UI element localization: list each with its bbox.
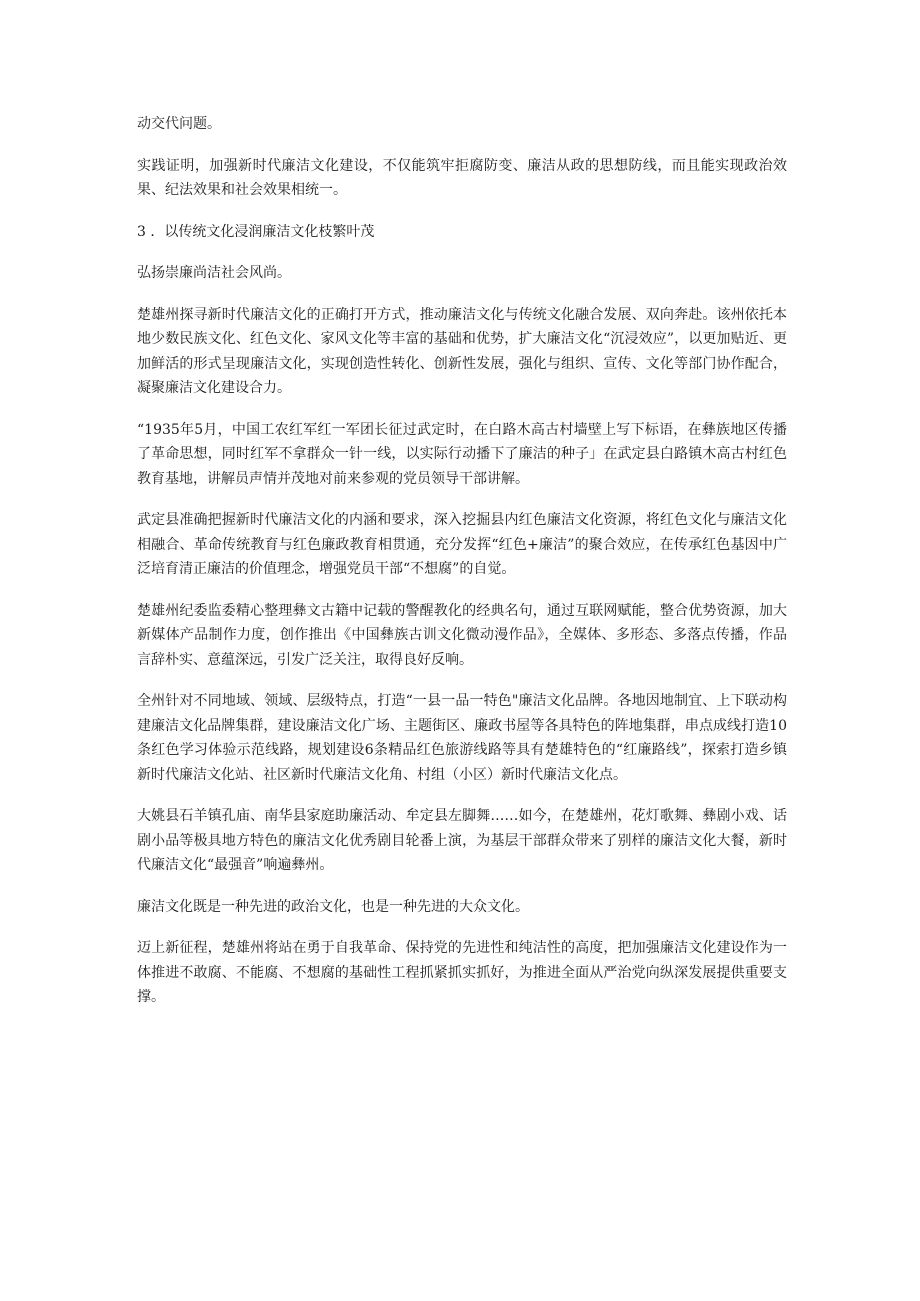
paragraph: 武定县准确把握新时代廉洁文化的内涵和要求，深入挖掘县内红色廉洁文化资源，将红色文化与廉洁文化相融合、革命传统教育与红色廉政教育相贯通，充分发挥“红色+廉洁”的聚合效应，在传承红色基因中广泛培育清正廉洁的价值理念，增强党员干部“不想腐”的自觉。 — [137, 512, 787, 577]
paragraph: 全州针对不同地域、领域、层级特点，打造“一县一品一特色"廉洁文化品牌。各地因地制宜、上下联动构建廉洁文化品牌集群，建设廉洁文化广场、主题街区、廉政书屋等各具特色的阵地集群，串点成线打造10条红色学习体验示范线路，规划建设6条精品红色旅游线路等具有楚雄特色的“红廉路线”，探索打造乡镇新时代廉洁文化站、社区新时代廉洁文化角、村组（小区）新时代廉洁文化点。 — [137, 693, 787, 783]
paragraph: 弘扬崇廉尚洁社会风尚。 — [137, 265, 291, 281]
document-body — [137, 112, 787, 1027]
section-heading: 3 ．以传统文化浸润廉洁文化枝繁叶茂 — [137, 223, 375, 240]
paragraph: 楚雄州纪委监委精心整理彝文古籍中记载的警醒教化的经典名句，通过互联网赋能，整合优势资源，加大新媒体产品制作力度，创作推出《中国彝族古训文化微动漫作品》，全媒体、多形态、多落点传播，作品言辞朴实、意蕴深远，引发广泛关注，取得良好反响。 — [137, 602, 787, 668]
paragraph: 迈上新征程，楚雄州将站在勇于自我革命、保持党的先进性和纯洁性的高度，把加强廉洁文化建设作为一体推进不敢腐、不能腐、不想腐的基础性工程抓紧抓实抓好，为推进全面从严治党向纵深发展提供重要支撑。 — [137, 940, 787, 1005]
paragraph: 实践证明，加强新时代廉洁文化建设，不仅能筑牢拒腐防变、廉洁从政的思想防线，而且能实现政治效果、纪法效果和社会效果相统一。 — [137, 157, 787, 198]
paragraph: 动交代问题。 — [137, 116, 221, 132]
paragraph: “1935年5月，中国工农红军红一军团长征过武定时，在白路木高古村墙壁上写下标语，在彝族地区传播了革命思想，同时红军不拿群众一针一线，以实际行动播下了廉洁的种子」在武定县白路镇木高古村红色教育基地，讲解员声情并茂地对前来参观的党员领导干部讲解。 — [137, 421, 787, 487]
paragraph: 廉洁文化既是一种先进的政治文化，也是一种先进的大众文化。 — [137, 898, 529, 915]
paragraph: 楚雄州探寻新时代廉洁文化的正确打开方式，推动廉洁文化与传统文化融合发展、双向奔赴。该州依托本地少数民族文化、红色文化、家风文化等丰富的基础和优势，扩大廉洁文化“沉浸效应”，以更加贴近、更加鲜活的形式呈现廉洁文化，实现创造性转化、创新性发展，强化与组织、宣传、文化等部门协作配合，凝聚廉洁文化建设合力。 — [137, 306, 787, 396]
paragraph: 大姚县石羊镇孔庙、南华县家庭助廉活动、牟定县左脚舞……如今，在楚雄州，花灯歌舞、彝剧小戏、话剧小品等极具地方特色的廉洁文化优秀剧目轮番上演，为基层干部群众带来了别样的廉洁文化大餐，新时代廉洁文化“最强音”响遍彝州。 — [137, 808, 787, 873]
